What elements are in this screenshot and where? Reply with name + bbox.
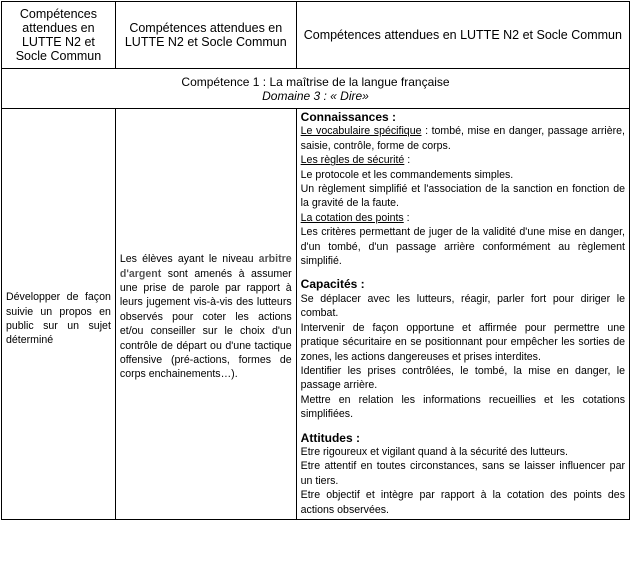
connaissances-title: Connaissances : (300, 110, 397, 124)
cotation-line (301, 211, 625, 225)
vocab-text: : tombé, mise en danger, passage arrière, saisie, contrôle, forme de corps. (300, 125, 625, 152)
middle-cell (115, 109, 296, 520)
cotation-colon: : (403, 211, 410, 224)
capacites-title: Capacités : (300, 277, 365, 292)
middle-before: Les élèves ayant le niveau (119, 253, 259, 266)
section-subtitle: Domaine 3 : « Dire» (262, 89, 369, 103)
regles-1: Le protocole et les commandements simples. (300, 168, 514, 181)
cap-2: Intervenir de façon opportune et affirmée pour permettre une pratique sécuritaire en se positionnant pour empêcher les sorties de zones, les actions dangereuses et prises interdites. (300, 321, 625, 363)
content-row (2, 109, 630, 520)
regles-colon: : (404, 154, 411, 167)
att-2: Etre attentif en toutes circonstances, sans se laisser influencer par un tiers. (300, 460, 625, 487)
regles-line (301, 153, 625, 167)
section-cell (2, 69, 630, 109)
middle-after: sont amenés à assumer une prise de parole par rapport à leurs jugement vis-à-vis des lutteurs observés pour coter les actions et/ou conseiller sur le choix d'un contrôle de départ ou d'une tactique offensive (pré-actions, formes de corps enchainements…). (119, 267, 292, 381)
middle-text (120, 252, 292, 382)
header-col1: Compétences attendues en LUTTE N2 et Socle Commun (2, 2, 116, 69)
section-row (2, 69, 630, 109)
right-cell (296, 109, 629, 520)
regles-label: Les règles de sécurité (300, 154, 405, 167)
cap-3: Identifier les prises contrôlées, le tombé, la mise en danger, le passage arrière. (300, 364, 625, 392)
att-1: Etre rigoureux et vigilant quand à la sécurité des lutteurs. (300, 445, 569, 458)
cotation-text: Les critères permettant de juger de la validité d'une mise en danger, d'un tombé, d'un passage arrière conformément au règlement simplifié. (300, 226, 625, 268)
header-col2: Compétences attendues en LUTTE N2 et Socle Commun (115, 2, 296, 69)
middle-highlight: arbitre d'argent (119, 253, 292, 280)
header-col3: Compétences attendues en LUTTE N2 et Socle Commun (296, 2, 629, 69)
vocab-line (301, 124, 625, 153)
cap-4: Mettre en relation les informations recueillies et les cotations simplifiées. (300, 393, 625, 421)
header-row (2, 2, 630, 69)
cotation-label: La cotation des points (300, 211, 404, 224)
vocab-label: Le vocabulaire spécifique (300, 125, 422, 138)
section-title: Compétence 1 : La maîtrise de la langue française (181, 75, 450, 89)
left-cell (2, 109, 116, 520)
attitudes-title: Attitudes : (300, 430, 360, 445)
cap-1: Se déplacer avec les lutteurs, réagir, parler fort pour diriger le combat. (300, 292, 625, 320)
left-text: Développer de façon suivie un propos en public sur un sujet déterminé (6, 291, 111, 347)
regles-2: Un règlement simplifié et l'association de la sanction en fonction de la gravité de la faute. (300, 183, 625, 210)
att-3: Etre objectif et intègre par rapport à la cotation des points des actions observées. (300, 489, 625, 516)
